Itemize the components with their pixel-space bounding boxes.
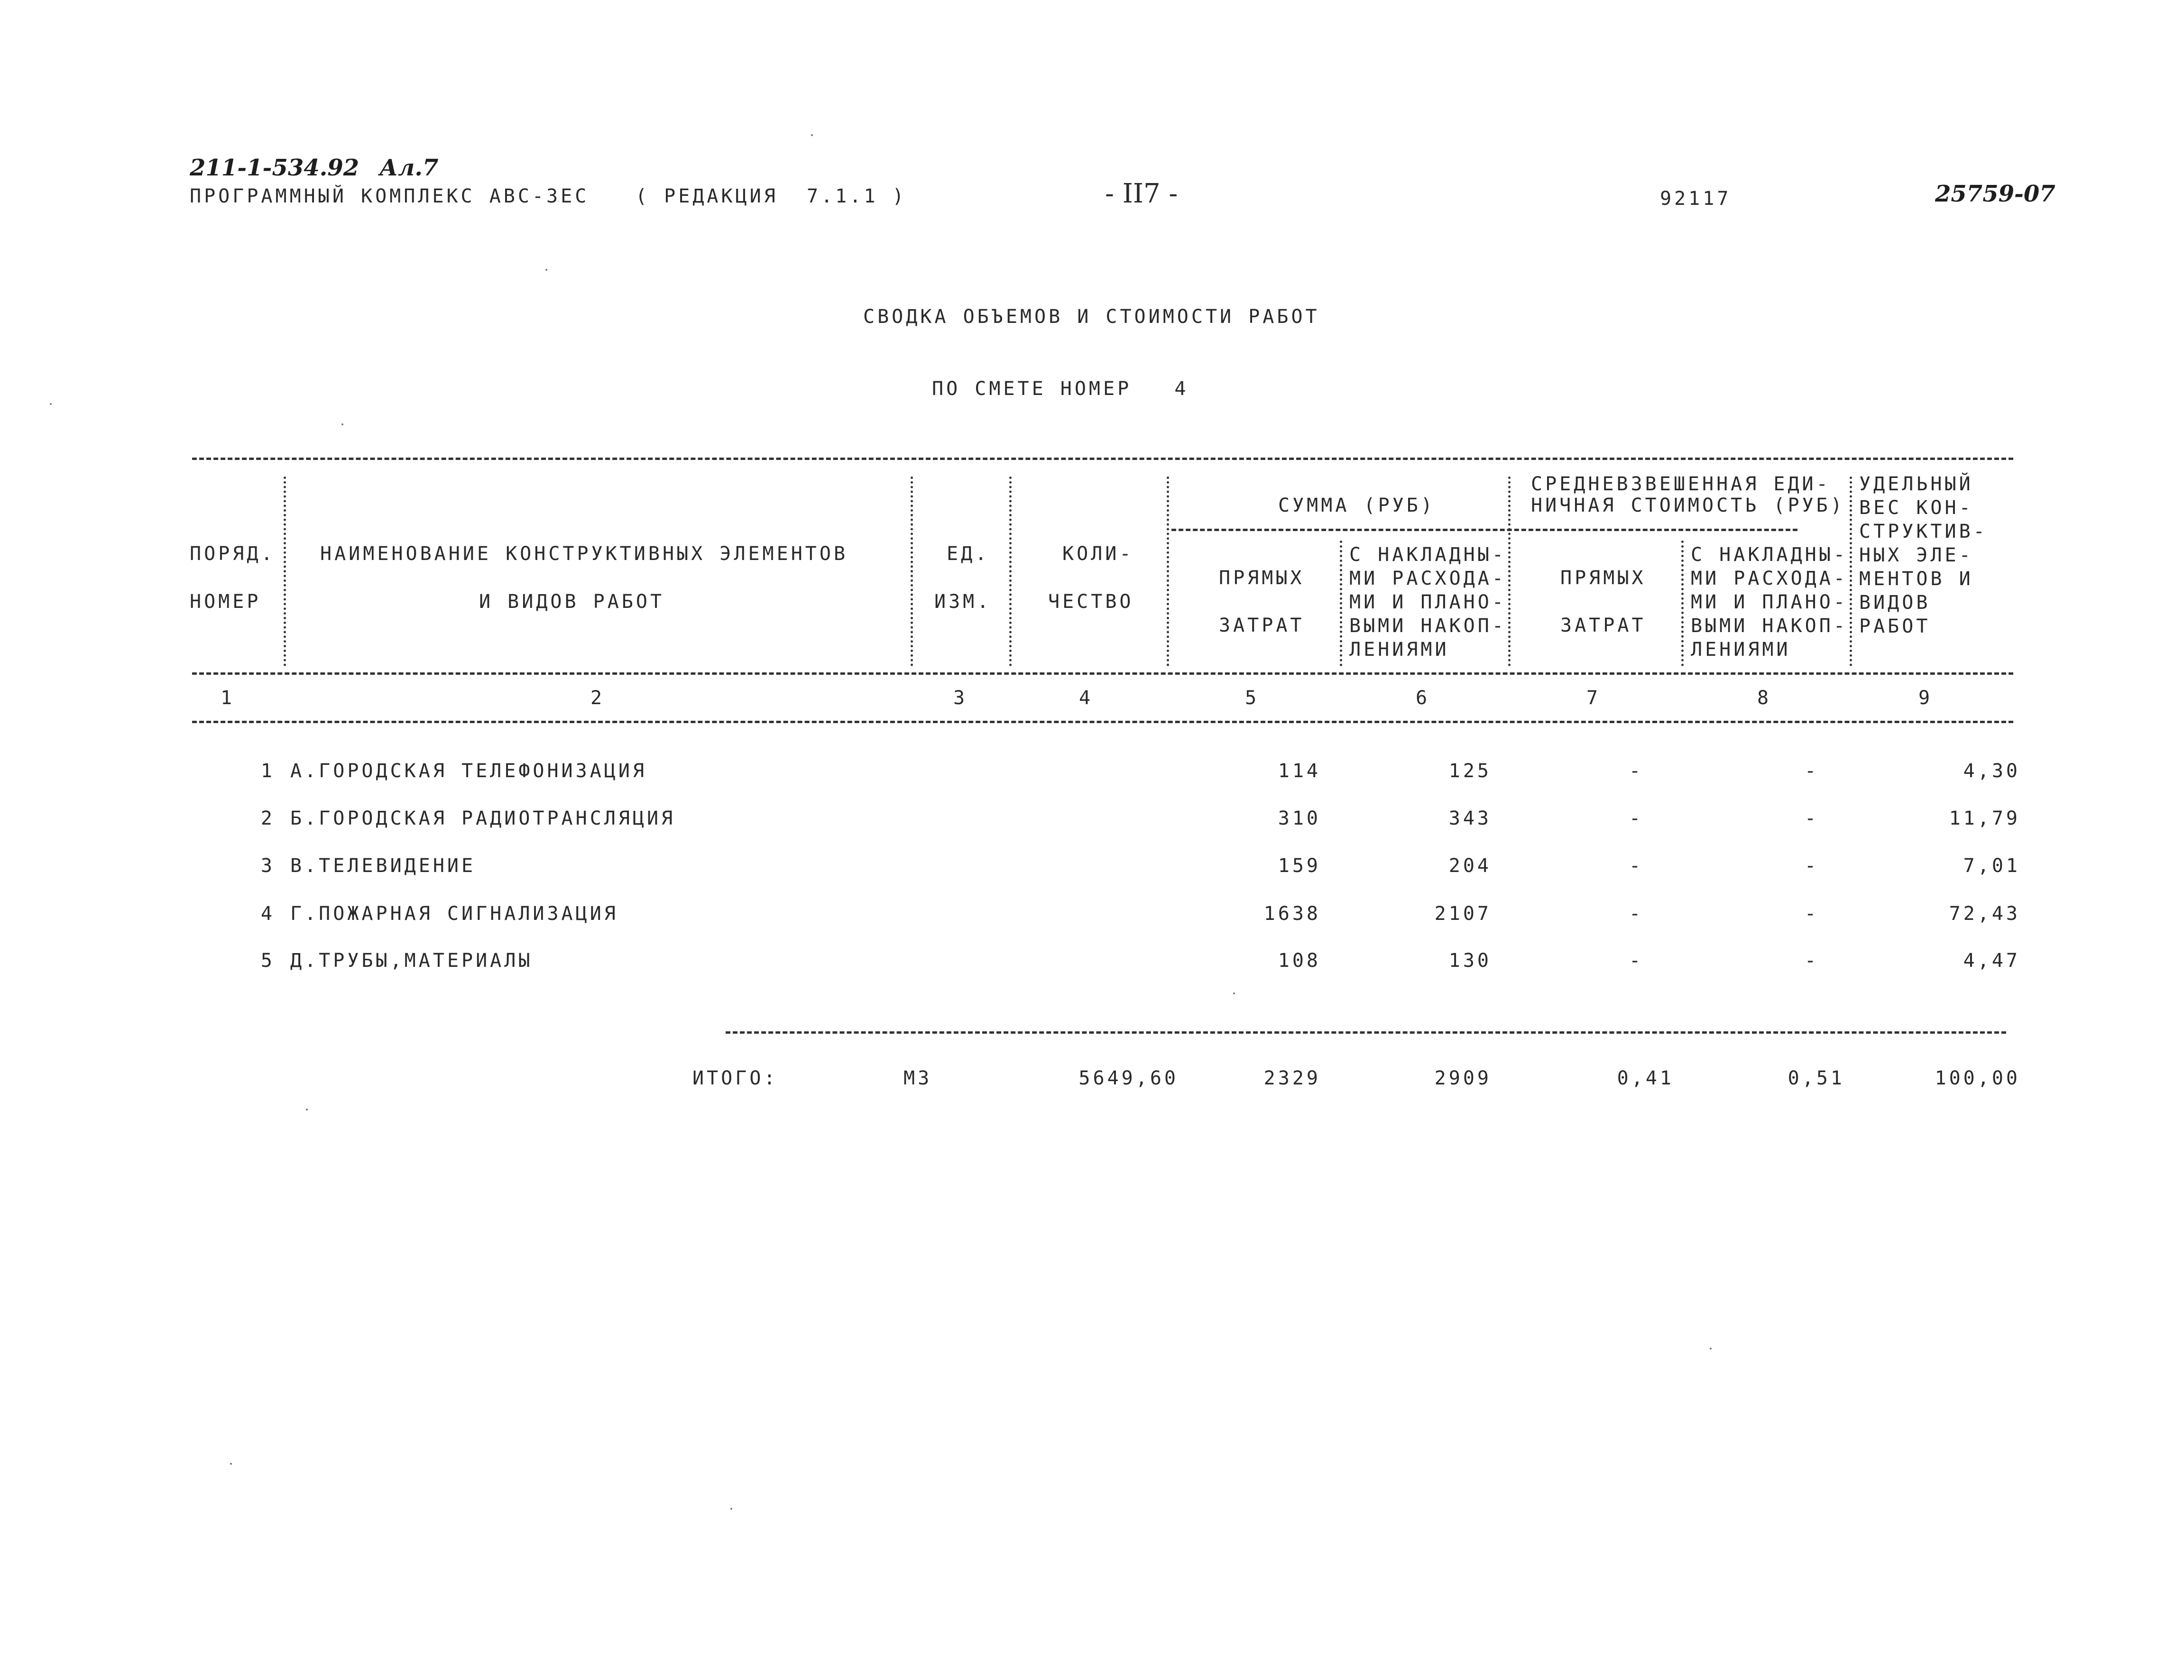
row-overhead: 130 xyxy=(1448,950,1492,972)
scan-speck xyxy=(50,403,52,405)
scan-speck xyxy=(730,1508,732,1510)
row-share: 4,30 xyxy=(1963,760,2020,782)
row-number: 4 xyxy=(260,903,275,925)
scan-speck xyxy=(306,1109,308,1111)
row-avg-overhead: - xyxy=(1804,855,1819,877)
col-separator xyxy=(1681,541,1684,666)
row-share: 4,47 xyxy=(1963,950,2020,972)
group-avg-label-b: НИЧНАЯ СТОИМОСТЬ (РУБ) xyxy=(1531,495,1845,516)
header-col4-b: ЧЕСТВО xyxy=(1048,591,1134,613)
total-unit: М3 xyxy=(903,1067,932,1089)
header-col7-a: ПРЯМЫХ xyxy=(1560,567,1646,589)
header-col3-a: ЕД. xyxy=(947,543,990,565)
header-col6-line1: С НАКЛАДНЫ- xyxy=(1349,544,1506,566)
col-separator xyxy=(911,477,913,666)
header-col1-b: НОМЕР xyxy=(190,591,261,613)
header-col8-line5: ЛЕНИЯМИ xyxy=(1691,639,1791,661)
page-number: - II7 - xyxy=(1105,178,1178,209)
scan-speck xyxy=(230,1463,232,1465)
col-number-5: 5 xyxy=(1244,687,1260,709)
row-overhead: 343 xyxy=(1448,808,1492,829)
table-top-rule xyxy=(192,458,2013,460)
header-col9-line5: МЕНТОВ И xyxy=(1859,568,1973,590)
row-overhead: 125 xyxy=(1448,760,1492,782)
header-col8-line2: МИ РАСХОДА- xyxy=(1691,568,1848,589)
col-number-8: 8 xyxy=(1757,687,1772,709)
row-name: Д.ТРУБЫ,МАТЕРИАЛЫ xyxy=(290,950,533,972)
row-share: 11,79 xyxy=(1949,808,2020,829)
header-col2-b: И ВИДОВ РАБОТ xyxy=(479,591,665,613)
numbers-rule xyxy=(192,721,2013,723)
total-share: 100,00 xyxy=(1935,1067,2020,1089)
scan-speck xyxy=(341,423,343,425)
header-col9-line2: ВЕС КОН- xyxy=(1859,497,1973,519)
header-col6-line5: ЛЕНИЯМИ xyxy=(1349,639,1449,661)
col-number-7: 7 xyxy=(1586,687,1601,709)
row-share: 72,43 xyxy=(1949,903,2020,925)
header-col3-b: ИЗМ. xyxy=(934,591,992,613)
header-col6-line2: МИ РАСХОДА- xyxy=(1349,568,1506,589)
code-mid: 92117 xyxy=(1660,188,1732,210)
group-rule xyxy=(1171,529,1797,531)
row-avg-direct: - xyxy=(1629,903,1644,925)
row-name: Г.ПОЖАРНАЯ СИГНАЛИЗАЦИЯ xyxy=(290,903,618,925)
total-overhead: 2909 xyxy=(1434,1067,1492,1089)
total-label: ИТОГО: xyxy=(692,1067,778,1089)
row-avg-direct: - xyxy=(1629,855,1644,877)
col-separator xyxy=(1340,541,1342,666)
album-mark: Ал.7 xyxy=(379,155,439,181)
report-subtitle: ПО СМЕТЕ НОМЕР 4 xyxy=(932,378,1189,400)
col-number-1: 1 xyxy=(220,687,235,709)
header-col5-b: ЗАТРАТ xyxy=(1219,615,1305,636)
total-quantity: 5649,60 xyxy=(1078,1067,1179,1089)
row-avg-direct: - xyxy=(1629,760,1644,782)
row-direct: 159 xyxy=(1278,855,1321,877)
col-number-2: 2 xyxy=(590,687,605,709)
header-col6-line3: МИ И ПЛАНО- xyxy=(1349,591,1506,613)
header-col9-line4: НЫХ ЭЛЕ- xyxy=(1859,544,1973,566)
group-avg-label-a: СРЕДНЕВЗВЕШЕННАЯ ЕДИ- xyxy=(1531,473,1831,495)
row-number: 3 xyxy=(260,855,275,877)
row-direct: 310 xyxy=(1278,808,1321,829)
scan-speck xyxy=(811,134,813,136)
col-separator xyxy=(1167,477,1169,666)
row-overhead: 204 xyxy=(1448,855,1492,877)
row-share: 7,01 xyxy=(1963,855,2020,877)
row-name: А.ГОРОДСКАЯ ТЕЛЕФОНИЗАЦИЯ xyxy=(290,760,647,782)
header-col9-line7: РАБОТ xyxy=(1859,615,1931,637)
row-avg-overhead: - xyxy=(1804,950,1819,972)
row-avg-overhead: - xyxy=(1804,760,1819,782)
row-name: В.ТЕЛЕВИДЕНИЕ xyxy=(290,855,476,877)
program-name: ПРОГРАММНЫЙ КОМПЛЕКС АВС-3ЕС xyxy=(190,185,590,207)
col-separator xyxy=(1508,477,1511,666)
row-avg-overhead: - xyxy=(1804,808,1819,829)
row-avg-overhead: - xyxy=(1804,903,1819,925)
total-avg-direct: 0,41 xyxy=(1617,1067,1674,1089)
doc-code: 211-1-534.92 xyxy=(190,155,359,181)
col-separator xyxy=(1009,477,1012,666)
total-rule xyxy=(726,1031,2006,1034)
col-number-4: 4 xyxy=(1078,687,1094,709)
row-name: Б.ГОРОДСКАЯ РАДИОТРАНСЛЯЦИЯ xyxy=(290,808,676,829)
row-overhead: 2107 xyxy=(1434,903,1492,925)
code-right: 25759-07 xyxy=(1935,181,2055,207)
header-col2-a: НАИМЕНОВАНИЕ КОНСТРУКТИВНЫХ ЭЛЕМЕНТОВ xyxy=(320,543,848,565)
header-col9-line6: ВИДОВ xyxy=(1859,592,1931,614)
row-number: 2 xyxy=(260,808,275,829)
scan-speck xyxy=(1233,992,1235,994)
row-direct: 108 xyxy=(1278,950,1321,972)
row-number: 1 xyxy=(260,760,275,782)
row-avg-direct: - xyxy=(1629,950,1644,972)
header-col7-b: ЗАТРАТ xyxy=(1560,615,1646,636)
row-direct: 114 xyxy=(1278,760,1321,782)
header-col1-a: ПОРЯД. xyxy=(190,543,276,565)
row-number: 5 xyxy=(260,950,275,972)
header-col5-a: ПРЯМЫХ xyxy=(1219,567,1305,589)
row-avg-direct: - xyxy=(1629,808,1644,829)
scan-speck xyxy=(545,269,547,271)
col-separator xyxy=(284,477,286,666)
col-separator xyxy=(1850,477,1852,666)
scan-speck xyxy=(1710,1348,1712,1350)
total-avg-overhead: 0,51 xyxy=(1788,1067,1845,1089)
group-sum-label: СУММА (РУБ) xyxy=(1278,495,1435,516)
header-col4-a: КОЛИ- xyxy=(1062,543,1134,565)
total-direct: 2329 xyxy=(1263,1067,1321,1089)
header-rule xyxy=(192,672,2013,675)
row-direct: 1638 xyxy=(1263,903,1321,925)
header-col8-line1: С НАКЛАДНЫ- xyxy=(1691,544,1848,566)
edition: ( РЕДАКЦИЯ 7.1.1 ) xyxy=(636,185,907,207)
header-col8-line4: ВЫМИ НАКОП- xyxy=(1691,615,1848,637)
report-title: СВОДКА ОБЪЕМОВ И СТОИМОСТИ РАБОТ xyxy=(863,306,1320,328)
header-col6-line4: ВЫМИ НАКОП- xyxy=(1349,615,1506,637)
col-number-6: 6 xyxy=(1415,687,1430,709)
header-col9-line1: УДЕЛЬНЫЙ xyxy=(1859,473,1973,495)
col-number-9: 9 xyxy=(1918,687,1933,709)
header-col8-line3: МИ И ПЛАНО- xyxy=(1691,591,1848,613)
col-number-3: 3 xyxy=(953,687,968,709)
header-col9-line3: СТРУКТИВ- xyxy=(1859,521,1988,542)
